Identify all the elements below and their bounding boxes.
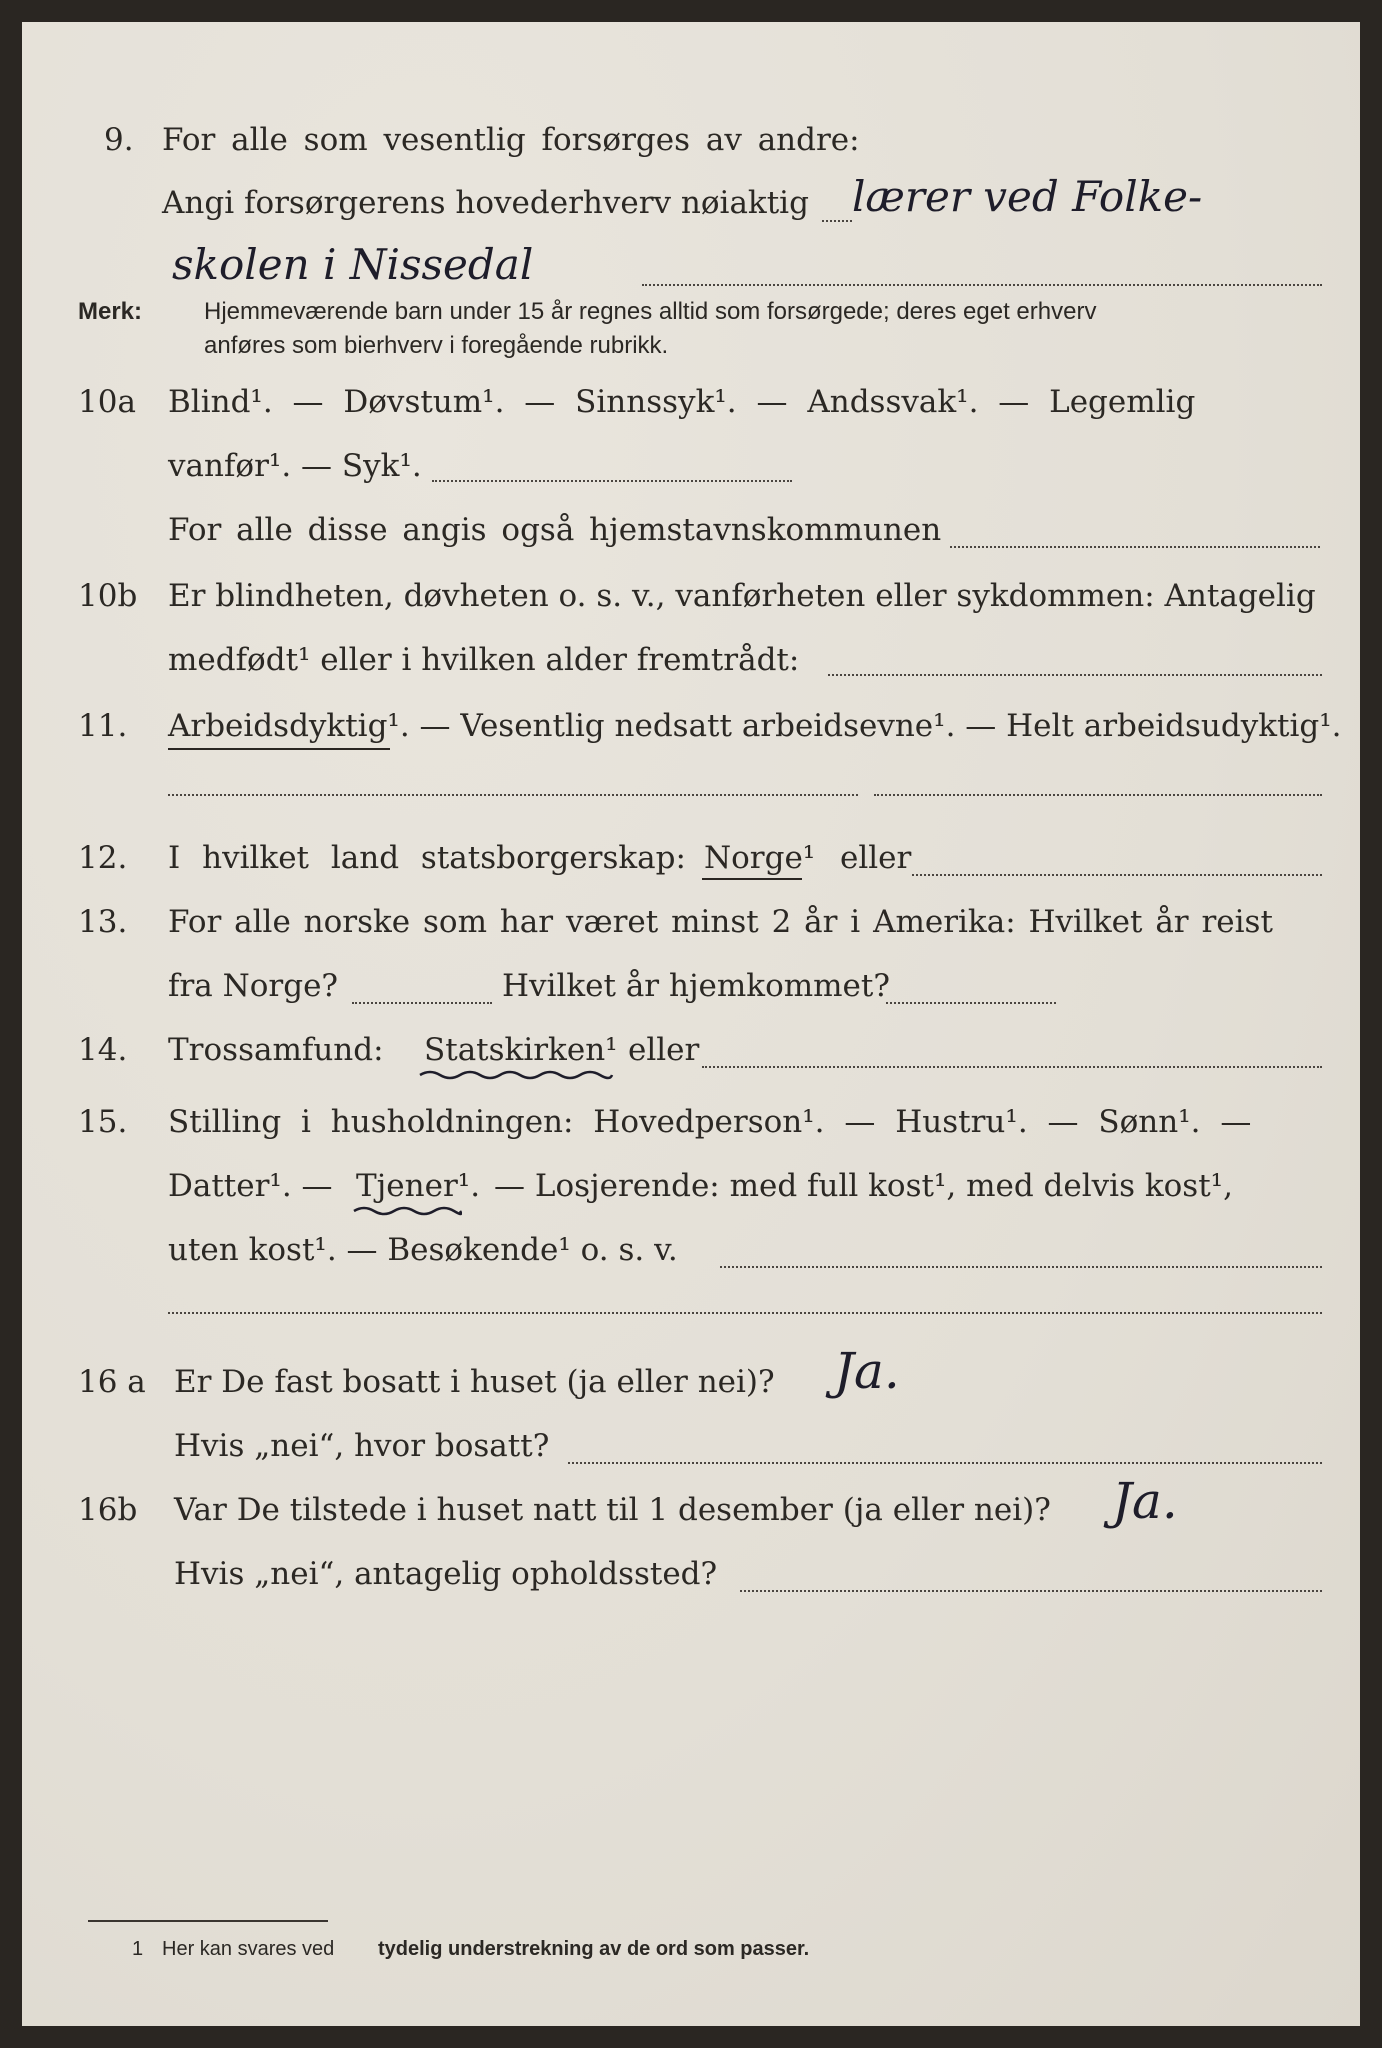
q10b-line1: Er blindheten, døvheten o. s. v., vanførheten eller sykdommen: Antagelig — [168, 578, 1316, 614]
q15-dotted-line-2 — [168, 1312, 1322, 1314]
q15-tjener: Tjener¹. — [356, 1168, 481, 1204]
q13-number: 13. — [78, 904, 128, 940]
q14-number: 14. — [78, 1032, 128, 1068]
footnote-text-a: Her kan svares ved — [162, 1938, 335, 1960]
q15-line1: Stilling i husholdningen: Hovedperson¹. — Hustru¹. — Sønn¹. — — [168, 1104, 1252, 1140]
q14-eller: eller — [628, 1032, 700, 1068]
q10a-number: 10a — [78, 384, 136, 420]
q16b-answer: Ja. — [1112, 1472, 1178, 1530]
q10b-line2: medfødt¹ eller i hvilken alder fremtrådt: — [168, 642, 800, 678]
q15-wavy-underline — [352, 1204, 462, 1218]
q12-number: 12. — [78, 840, 128, 876]
q16a-number: 16 a — [78, 1364, 146, 1400]
q16b-dotted-line — [740, 1590, 1322, 1592]
q14-statskirken: Statskirken¹ — [424, 1032, 618, 1068]
q16b-line1: Var De tilstede i huset natt til 1 desember (ja eller nei)? — [174, 1492, 1051, 1528]
q9-number: 9. — [104, 122, 134, 158]
q9-line2: Angi forsørgerens hovederhverv nøiaktig — [162, 185, 809, 221]
q16a-line1: Er De fast bosatt i huset (ja eller nei)? — [174, 1364, 775, 1400]
q16a-dotted-line — [568, 1462, 1322, 1464]
q13-dotted-line-2 — [886, 1002, 1056, 1004]
q13-dotted-line-1 — [352, 1002, 492, 1004]
q10b-dotted-line — [828, 674, 1322, 676]
q9-handwritten-occupation-1: lærer ved Folke- — [852, 172, 1203, 221]
q12-norge: Norge¹ — [704, 840, 816, 876]
q11-line1: Arbeidsdyktig¹. — Vesentlig nedsatt arbeidsevne¹. — Helt arbeidsudyktig¹. — [168, 708, 1342, 744]
q13-line2-a: fra Norge? — [168, 968, 339, 1004]
q16b-line2: Hvis „nei“, antagelig opholdssted? — [174, 1556, 718, 1592]
q10a-line1: Blind¹. — Døvstum¹. — Sinnssyk¹. — Andssvak¹. — Legemlig — [168, 384, 1196, 420]
merk-line1: Hjemmeværende barn under 15 år regnes alltid som forsørgede; deres eget erhverv — [204, 298, 1097, 325]
q12-eller: eller — [840, 840, 912, 876]
q12-dotted-line — [912, 874, 1322, 876]
q16a-answer: Ja. — [834, 1342, 900, 1400]
q15-line2-c: — Losjerende: med full kost¹, med delvis kost¹, — [494, 1168, 1233, 1204]
q12-underline-norge — [702, 878, 802, 880]
q13-line1: For alle norske som har været minst 2 år i Amerika: Hvilket år reist — [168, 904, 1273, 940]
q11-dotted-line-b — [874, 794, 1322, 796]
q13-line2-b: Hvilket år hjemkommet? — [502, 968, 890, 1004]
q11-dotted-line-a — [168, 794, 858, 796]
q9-handwritten-occupation-2: skolen i Nissedal — [172, 240, 534, 289]
footnote-mark: 1 — [132, 1938, 144, 1960]
q15-number: 15. — [78, 1104, 128, 1140]
merk-label: Merk: — [78, 298, 143, 325]
q12-line1-a: I hvilket land statsborgerskap: — [168, 840, 686, 876]
q15-dotted-line-1 — [720, 1266, 1322, 1268]
census-form-page — [22, 22, 1360, 2026]
q10a-dotted-line-2 — [950, 546, 1320, 548]
q16b-number: 16b — [78, 1492, 138, 1528]
q16a-line2: Hvis „nei“, hvor bosatt? — [174, 1428, 550, 1464]
q15-line3: uten kost¹. — Besøkende¹ o. s. v. — [168, 1232, 678, 1268]
footnote-text-b: tydelig understrekning av de ord som passer. — [378, 1938, 810, 1960]
footnote-rule — [88, 1920, 328, 1922]
merk-line2: anføres som bierhverv i foregående rubrikk. — [204, 332, 669, 359]
q9-dotted-line-2 — [642, 284, 1322, 286]
q14-trossamfund: Trossamfund: — [168, 1032, 384, 1068]
q10b-number: 10b — [78, 578, 138, 614]
q11-number: 11. — [78, 708, 128, 744]
q9-dotted-line-1 — [822, 220, 852, 222]
q10a-line3: For alle disse angis også hjemstavnskommunen — [168, 512, 942, 548]
q9-line1: For alle som vesentlig forsørges av andre: — [162, 122, 860, 158]
q10a-line2: vanfør¹. — Syk¹. — [168, 448, 422, 484]
q10a-dotted-line-1 — [432, 480, 792, 482]
q14-wavy-underline — [418, 1068, 614, 1082]
q11-underline-arbeidsdyktig — [168, 748, 390, 750]
q15-line2-a: Datter¹. — — [168, 1168, 333, 1204]
q14-dotted-line — [702, 1066, 1322, 1068]
